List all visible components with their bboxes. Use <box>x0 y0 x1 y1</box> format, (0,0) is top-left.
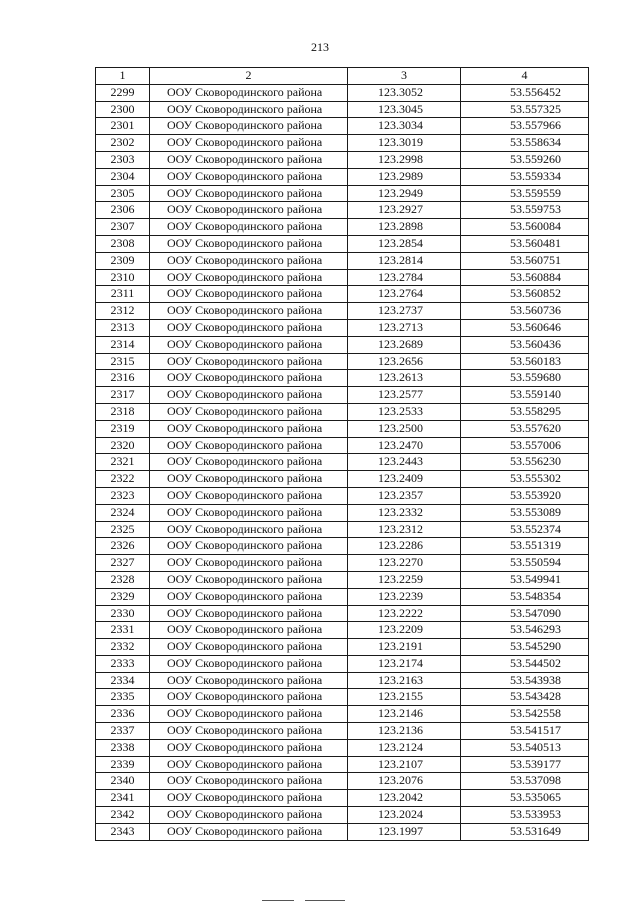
organization-cell: ООУ Сковородинского района <box>150 135 348 152</box>
latitude-cell: 53.547090 <box>461 605 589 622</box>
table-row <box>96 739 589 756</box>
latitude-cell: 53.535065 <box>461 790 589 807</box>
organization-cell: ООУ Сковородинского района <box>150 168 348 185</box>
longitude-cell: 123.3034 <box>348 118 461 135</box>
header-row <box>96 68 589 85</box>
row-number-cell: 2319 <box>96 420 150 437</box>
row-number-cell: 2310 <box>96 269 150 286</box>
row-number-cell: 2303 <box>96 151 150 168</box>
organization-cell: ООУ Сковородинского района <box>150 336 348 353</box>
row-number-cell: 2309 <box>96 252 150 269</box>
organization-cell: ООУ Сковородинского района <box>150 605 348 622</box>
latitude-cell: 53.559140 <box>461 387 589 404</box>
table-row <box>96 790 589 807</box>
latitude-cell: 53.541517 <box>461 723 589 740</box>
longitude-cell: 123.2136 <box>348 723 461 740</box>
latitude-cell: 53.537098 <box>461 773 589 790</box>
latitude-cell: 53.557006 <box>461 437 589 454</box>
table-row <box>96 639 589 656</box>
row-number-cell: 2341 <box>96 790 150 807</box>
organization-cell: ООУ Сковородинского района <box>150 773 348 790</box>
longitude-cell: 123.2357 <box>348 487 461 504</box>
latitude-cell: 53.560481 <box>461 235 589 252</box>
row-number-cell: 2323 <box>96 487 150 504</box>
organization-cell: ООУ Сковородинского района <box>150 202 348 219</box>
row-number-cell: 2302 <box>96 135 150 152</box>
latitude-cell: 53.544502 <box>461 655 589 672</box>
organization-cell: ООУ Сковородинского района <box>150 219 348 236</box>
longitude-cell: 123.2332 <box>348 504 461 521</box>
latitude-cell: 53.545290 <box>461 639 589 656</box>
organization-cell: ООУ Сковородинского района <box>150 823 348 840</box>
longitude-cell: 123.2656 <box>348 353 461 370</box>
row-number-cell: 2332 <box>96 639 150 656</box>
row-number-cell: 2307 <box>96 219 150 236</box>
longitude-cell: 123.2239 <box>348 588 461 605</box>
scan-mark-left <box>262 900 294 901</box>
row-number-cell: 2306 <box>96 202 150 219</box>
organization-cell: ООУ Сковородинского района <box>150 235 348 252</box>
row-number-cell: 2311 <box>96 286 150 303</box>
organization-cell: ООУ Сковородинского района <box>150 403 348 420</box>
row-number-cell: 2305 <box>96 185 150 202</box>
header-col-2: 2 <box>150 68 348 85</box>
row-number-cell: 2315 <box>96 353 150 370</box>
table-row <box>96 605 589 622</box>
organization-cell: ООУ Сковородинского района <box>150 370 348 387</box>
organization-cell: ООУ Сковородинского района <box>150 790 348 807</box>
latitude-cell: 53.560183 <box>461 353 589 370</box>
longitude-cell: 123.2470 <box>348 437 461 454</box>
organization-cell: ООУ Сковородинского района <box>150 588 348 605</box>
table-row <box>96 252 589 269</box>
longitude-cell: 123.2270 <box>348 555 461 572</box>
longitude-cell: 123.2764 <box>348 286 461 303</box>
longitude-cell: 123.1997 <box>348 823 461 840</box>
row-number-cell: 2312 <box>96 303 150 320</box>
latitude-cell: 53.560852 <box>461 286 589 303</box>
latitude-cell: 53.558295 <box>461 403 589 420</box>
latitude-cell: 53.539177 <box>461 756 589 773</box>
longitude-cell: 123.2737 <box>348 303 461 320</box>
longitude-cell: 123.2146 <box>348 706 461 723</box>
organization-cell: ООУ Сковородинского района <box>150 756 348 773</box>
longitude-cell: 123.3045 <box>348 101 461 118</box>
organization-cell: ООУ Сковородинского района <box>150 555 348 572</box>
table-row <box>96 773 589 790</box>
longitude-cell: 123.2076 <box>348 773 461 790</box>
row-number-cell: 2314 <box>96 336 150 353</box>
row-number-cell: 2334 <box>96 672 150 689</box>
latitude-cell: 53.557620 <box>461 420 589 437</box>
table-row <box>96 286 589 303</box>
table-row <box>96 168 589 185</box>
header-col-1: 1 <box>96 68 150 85</box>
latitude-cell: 53.542558 <box>461 706 589 723</box>
row-number-cell: 2299 <box>96 84 150 101</box>
longitude-cell: 123.2533 <box>348 403 461 420</box>
longitude-cell: 123.2927 <box>348 202 461 219</box>
longitude-cell: 123.2209 <box>348 622 461 639</box>
latitude-cell: 53.550594 <box>461 555 589 572</box>
longitude-cell: 123.2163 <box>348 672 461 689</box>
organization-cell: ООУ Сковородинского района <box>150 101 348 118</box>
longitude-cell: 123.2443 <box>348 454 461 471</box>
table-row <box>96 487 589 504</box>
organization-cell: ООУ Сковородинского района <box>150 723 348 740</box>
table-row <box>96 118 589 135</box>
table-row <box>96 403 589 420</box>
organization-cell: ООУ Сковородинского района <box>150 538 348 555</box>
row-number-cell: 2329 <box>96 588 150 605</box>
table-header <box>96 68 589 85</box>
latitude-cell: 53.560884 <box>461 269 589 286</box>
longitude-cell: 123.2191 <box>348 639 461 656</box>
latitude-cell: 53.560736 <box>461 303 589 320</box>
longitude-cell: 123.2500 <box>348 420 461 437</box>
latitude-cell: 53.557966 <box>461 118 589 135</box>
longitude-cell: 123.2854 <box>348 235 461 252</box>
latitude-cell: 53.559260 <box>461 151 589 168</box>
row-number-cell: 2313 <box>96 319 150 336</box>
coordinates-table <box>95 67 589 841</box>
longitude-cell: 123.2713 <box>348 319 461 336</box>
latitude-cell: 53.559680 <box>461 370 589 387</box>
longitude-cell: 123.2259 <box>348 571 461 588</box>
table-row <box>96 723 589 740</box>
organization-cell: ООУ Сковородинского района <box>150 504 348 521</box>
table-row <box>96 571 589 588</box>
longitude-cell: 123.2784 <box>348 269 461 286</box>
table-row <box>96 538 589 555</box>
row-number-cell: 2300 <box>96 101 150 118</box>
table-row <box>96 823 589 840</box>
latitude-cell: 53.560084 <box>461 219 589 236</box>
table-row <box>96 504 589 521</box>
table-row <box>96 336 589 353</box>
longitude-cell: 123.3052 <box>348 84 461 101</box>
row-number-cell: 2325 <box>96 521 150 538</box>
organization-cell: ООУ Сковородинского района <box>150 353 348 370</box>
longitude-cell: 123.2124 <box>348 739 461 756</box>
organization-cell: ООУ Сковородинского района <box>150 303 348 320</box>
longitude-cell: 123.2042 <box>348 790 461 807</box>
organization-cell: ООУ Сковородинского района <box>150 269 348 286</box>
organization-cell: ООУ Сковородинского района <box>150 84 348 101</box>
table-body <box>96 84 589 840</box>
organization-cell: ООУ Сковородинского района <box>150 437 348 454</box>
longitude-cell: 123.2613 <box>348 370 461 387</box>
table-row <box>96 151 589 168</box>
latitude-cell: 53.543428 <box>461 689 589 706</box>
scan-mark-right <box>305 900 345 901</box>
latitude-cell: 53.553089 <box>461 504 589 521</box>
row-number-cell: 2340 <box>96 773 150 790</box>
page-number: 213 <box>311 40 329 54</box>
longitude-cell: 123.2024 <box>348 807 461 824</box>
latitude-cell: 53.560646 <box>461 319 589 336</box>
longitude-cell: 123.2155 <box>348 689 461 706</box>
organization-cell: ООУ Сковородинского района <box>150 387 348 404</box>
table-row <box>96 655 589 672</box>
table-row <box>96 84 589 101</box>
table-row <box>96 319 589 336</box>
organization-cell: ООУ Сковородинского района <box>150 521 348 538</box>
organization-cell: ООУ Сковородинского района <box>150 571 348 588</box>
organization-cell: ООУ Сковородинского района <box>150 185 348 202</box>
latitude-cell: 53.557325 <box>461 101 589 118</box>
organization-cell: ООУ Сковородинского района <box>150 706 348 723</box>
latitude-cell: 53.548354 <box>461 588 589 605</box>
row-number-cell: 2336 <box>96 706 150 723</box>
longitude-cell: 123.2174 <box>348 655 461 672</box>
organization-cell: ООУ Сковородинского района <box>150 689 348 706</box>
table-row <box>96 521 589 538</box>
table-row <box>96 387 589 404</box>
organization-cell: ООУ Сковородинского района <box>150 672 348 689</box>
longitude-cell: 123.2949 <box>348 185 461 202</box>
latitude-cell: 53.553920 <box>461 487 589 504</box>
organization-cell: ООУ Сковородинского района <box>150 286 348 303</box>
latitude-cell: 53.556230 <box>461 454 589 471</box>
row-number-cell: 2333 <box>96 655 150 672</box>
table-row <box>96 303 589 320</box>
latitude-cell: 53.559334 <box>461 168 589 185</box>
row-number-cell: 2308 <box>96 235 150 252</box>
latitude-cell: 53.559753 <box>461 202 589 219</box>
organization-cell: ООУ Сковородинского района <box>150 655 348 672</box>
table-row <box>96 555 589 572</box>
table-row <box>96 588 589 605</box>
longitude-cell: 123.2286 <box>348 538 461 555</box>
table-row <box>96 706 589 723</box>
longitude-cell: 123.2998 <box>348 151 461 168</box>
latitude-cell: 53.540513 <box>461 739 589 756</box>
row-number-cell: 2343 <box>96 823 150 840</box>
row-number-cell: 2304 <box>96 168 150 185</box>
table-row <box>96 689 589 706</box>
latitude-cell: 53.555302 <box>461 471 589 488</box>
organization-cell: ООУ Сковородинского района <box>150 807 348 824</box>
table-row <box>96 437 589 454</box>
table-row <box>96 269 589 286</box>
row-number-cell: 2331 <box>96 622 150 639</box>
row-number-cell: 2327 <box>96 555 150 572</box>
table-row <box>96 672 589 689</box>
table-row <box>96 622 589 639</box>
row-number-cell: 2321 <box>96 454 150 471</box>
table-row <box>96 807 589 824</box>
organization-cell: ООУ Сковородинского района <box>150 622 348 639</box>
row-number-cell: 2330 <box>96 605 150 622</box>
row-number-cell: 2301 <box>96 118 150 135</box>
latitude-cell: 53.552374 <box>461 521 589 538</box>
latitude-cell: 53.559559 <box>461 185 589 202</box>
table-row <box>96 471 589 488</box>
latitude-cell: 53.551319 <box>461 538 589 555</box>
latitude-cell: 53.531649 <box>461 823 589 840</box>
row-number-cell: 2338 <box>96 739 150 756</box>
organization-cell: ООУ Сковородинского района <box>150 252 348 269</box>
table-row <box>96 420 589 437</box>
organization-cell: ООУ Сковородинского района <box>150 420 348 437</box>
row-number-cell: 2317 <box>96 387 150 404</box>
table-row <box>96 219 589 236</box>
longitude-cell: 123.2409 <box>348 471 461 488</box>
row-number-cell: 2335 <box>96 689 150 706</box>
row-number-cell: 2328 <box>96 571 150 588</box>
row-number-cell: 2337 <box>96 723 150 740</box>
latitude-cell: 53.560751 <box>461 252 589 269</box>
latitude-cell: 53.556452 <box>461 84 589 101</box>
table-row <box>96 101 589 118</box>
table-row <box>96 202 589 219</box>
organization-cell: ООУ Сковородинского района <box>150 739 348 756</box>
table-row <box>96 353 589 370</box>
latitude-cell: 53.533953 <box>461 807 589 824</box>
header-col-4: 4 <box>461 68 589 85</box>
longitude-cell: 123.3019 <box>348 135 461 152</box>
longitude-cell: 123.2898 <box>348 219 461 236</box>
longitude-cell: 123.2689 <box>348 336 461 353</box>
latitude-cell: 53.549941 <box>461 571 589 588</box>
row-number-cell: 2326 <box>96 538 150 555</box>
organization-cell: ООУ Сковородинского района <box>150 118 348 135</box>
latitude-cell: 53.558634 <box>461 135 589 152</box>
longitude-cell: 123.2312 <box>348 521 461 538</box>
row-number-cell: 2320 <box>96 437 150 454</box>
organization-cell: ООУ Сковородинского района <box>150 151 348 168</box>
row-number-cell: 2318 <box>96 403 150 420</box>
table-row <box>96 756 589 773</box>
latitude-cell: 53.546293 <box>461 622 589 639</box>
longitude-cell: 123.2814 <box>348 252 461 269</box>
table-row <box>96 135 589 152</box>
row-number-cell: 2322 <box>96 471 150 488</box>
row-number-cell: 2339 <box>96 756 150 773</box>
row-number-cell: 2324 <box>96 504 150 521</box>
latitude-cell: 53.560436 <box>461 336 589 353</box>
latitude-cell: 53.543938 <box>461 672 589 689</box>
longitude-cell: 123.2577 <box>348 387 461 404</box>
longitude-cell: 123.2222 <box>348 605 461 622</box>
organization-cell: ООУ Сковородинского района <box>150 487 348 504</box>
header-col-3: 3 <box>348 68 461 85</box>
table-row <box>96 454 589 471</box>
table-row <box>96 185 589 202</box>
longitude-cell: 123.2989 <box>348 168 461 185</box>
organization-cell: ООУ Сковородинского района <box>150 454 348 471</box>
row-number-cell: 2342 <box>96 807 150 824</box>
row-number-cell: 2316 <box>96 370 150 387</box>
table-row <box>96 235 589 252</box>
longitude-cell: 123.2107 <box>348 756 461 773</box>
organization-cell: ООУ Сковородинского района <box>150 319 348 336</box>
organization-cell: ООУ Сковородинского района <box>150 639 348 656</box>
table-row <box>96 370 589 387</box>
organization-cell: ООУ Сковородинского района <box>150 471 348 488</box>
